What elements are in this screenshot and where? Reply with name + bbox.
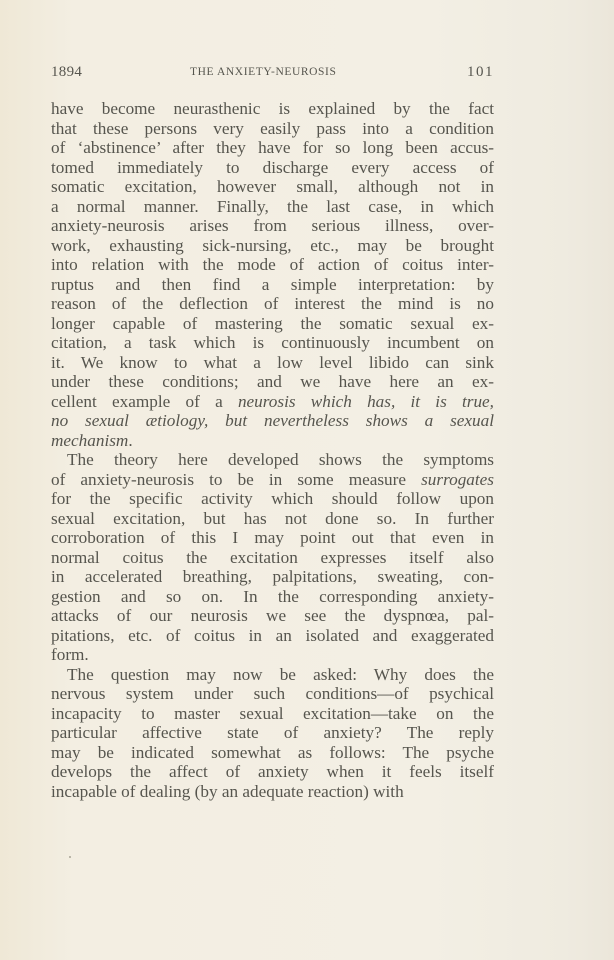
- text-line: [51, 99, 494, 119]
- text-run: somatic excitation, however small, although not in: [51, 177, 494, 196]
- text-line: [51, 431, 494, 451]
- paper-speck: [69, 856, 71, 858]
- text-run: ruptus and then find a simple interpretation: by: [51, 274, 494, 294]
- text-line: [51, 372, 494, 392]
- text-run: pitations, etc. of coitus in an isolated and exaggerated: [51, 625, 494, 645]
- text-line: [51, 177, 494, 197]
- text-line: [51, 255, 494, 275]
- text-run: incapable of dealing (by an adequate reaction) with: [51, 781, 404, 801]
- text-line: [51, 665, 494, 685]
- text-line: [51, 782, 494, 802]
- text-line: [51, 197, 494, 217]
- text-run: .: [128, 430, 133, 450]
- text-run: into relation with the mode of action of coitus inter-: [51, 255, 494, 274]
- paragraph: [51, 665, 494, 802]
- text-line: [51, 528, 494, 548]
- text-run: incapacity to master sexual excitation—take on the: [51, 703, 494, 723]
- italic-run: surrogates: [421, 469, 494, 489]
- text-line: [51, 489, 494, 509]
- text-run: normal coitus the excitation expresses itself also: [51, 547, 494, 567]
- text-line: [51, 411, 494, 431]
- text-line: [51, 158, 494, 178]
- text-run: for the specific activity which should follow upon: [51, 489, 494, 508]
- text-run: attacks of our neurosis we see the dyspnœa, pal-: [51, 606, 494, 625]
- text-run: of anxiety-neurosis to be in some measure: [51, 469, 422, 489]
- text-run: it. We know to what a low level libido can sink: [51, 352, 494, 372]
- text-line: [51, 236, 494, 256]
- text-line: [51, 626, 494, 646]
- italic-run: neurosis which has, it is true,: [237, 391, 494, 411]
- running-head: [51, 64, 494, 84]
- text-run: longer capable of mastering the somatic sexual ex-: [51, 313, 494, 333]
- text-run: particular affective state of anxiety? The reply: [51, 723, 494, 742]
- text-line: [51, 294, 494, 314]
- text-run: work, exhausting sick-nursing, etc., may be brought: [51, 235, 494, 255]
- text-run: under these conditions; and we have here an ex-: [51, 372, 494, 391]
- text-run: gestion and so on. In the corresponding anxiety-: [51, 586, 494, 606]
- text-line: [51, 275, 494, 295]
- text-line: [51, 684, 494, 704]
- text-line: [51, 119, 494, 139]
- text-line: [51, 743, 494, 763]
- text-line: [51, 216, 494, 236]
- text-run: that these persons very easily pass into a condition: [51, 118, 494, 138]
- text-line: [51, 509, 494, 529]
- text-line: [51, 704, 494, 724]
- paragraph: [51, 99, 494, 450]
- text-line: [51, 548, 494, 568]
- text-run: citation, a task which is continuously incumbent on: [51, 333, 494, 352]
- italic-run: mechanism: [51, 430, 129, 450]
- body-text: [51, 99, 494, 801]
- text-run: sexual excitation, but has not done so. In further: [51, 508, 494, 528]
- text-line: [51, 314, 494, 334]
- text-line: [51, 567, 494, 587]
- text-run: form.: [51, 645, 89, 664]
- text-run: cellent example of a: [51, 391, 238, 411]
- text-run: nervous system under such conditions—of psychical: [51, 684, 494, 703]
- text-run: corroboration of this I may point out that even in: [51, 528, 494, 547]
- running-head-title: THE ANXIETY-NEUROSIS: [190, 66, 337, 78]
- text-run: tomed immediately to discharge every access of: [51, 157, 494, 177]
- text-run: may be indicated somewhat as follows: The psyche: [51, 742, 494, 762]
- text-line: [51, 606, 494, 626]
- text-line: [51, 138, 494, 158]
- text-run: in accelerated breathing, palpitations, sweating, con-: [51, 567, 494, 586]
- text-line: [51, 333, 494, 353]
- text-run: of ‘abstinence’ after they have for so long been accus-: [51, 138, 494, 157]
- page-number: 101: [467, 64, 494, 80]
- italic-run: no sexual ætiology, but nevertheless shows a sexual: [51, 411, 494, 430]
- text-line: [51, 587, 494, 607]
- text-run: reason of the deflection of interest the mind is no: [51, 294, 494, 313]
- text-line: [51, 645, 494, 665]
- text-run: have become neurasthenic is explained by the fact: [51, 99, 494, 118]
- text-line: [51, 762, 494, 782]
- paragraph: [51, 450, 494, 665]
- text-line: [51, 470, 494, 490]
- running-head-year: 1894: [51, 64, 83, 80]
- text-run: The theory here developed shows the symptoms: [67, 450, 494, 469]
- text-run: The question may now be asked: Why does the: [67, 664, 494, 684]
- text-run: develops the affect of anxiety when it feels itself: [51, 762, 494, 781]
- text-line: [51, 392, 494, 412]
- text-line: [51, 353, 494, 373]
- text-line: [51, 723, 494, 743]
- text-run: a normal manner. Finally, the last case, in which: [51, 196, 494, 216]
- text-run: anxiety-neurosis arises from serious illness, over-: [51, 216, 494, 235]
- text-line: [51, 450, 494, 470]
